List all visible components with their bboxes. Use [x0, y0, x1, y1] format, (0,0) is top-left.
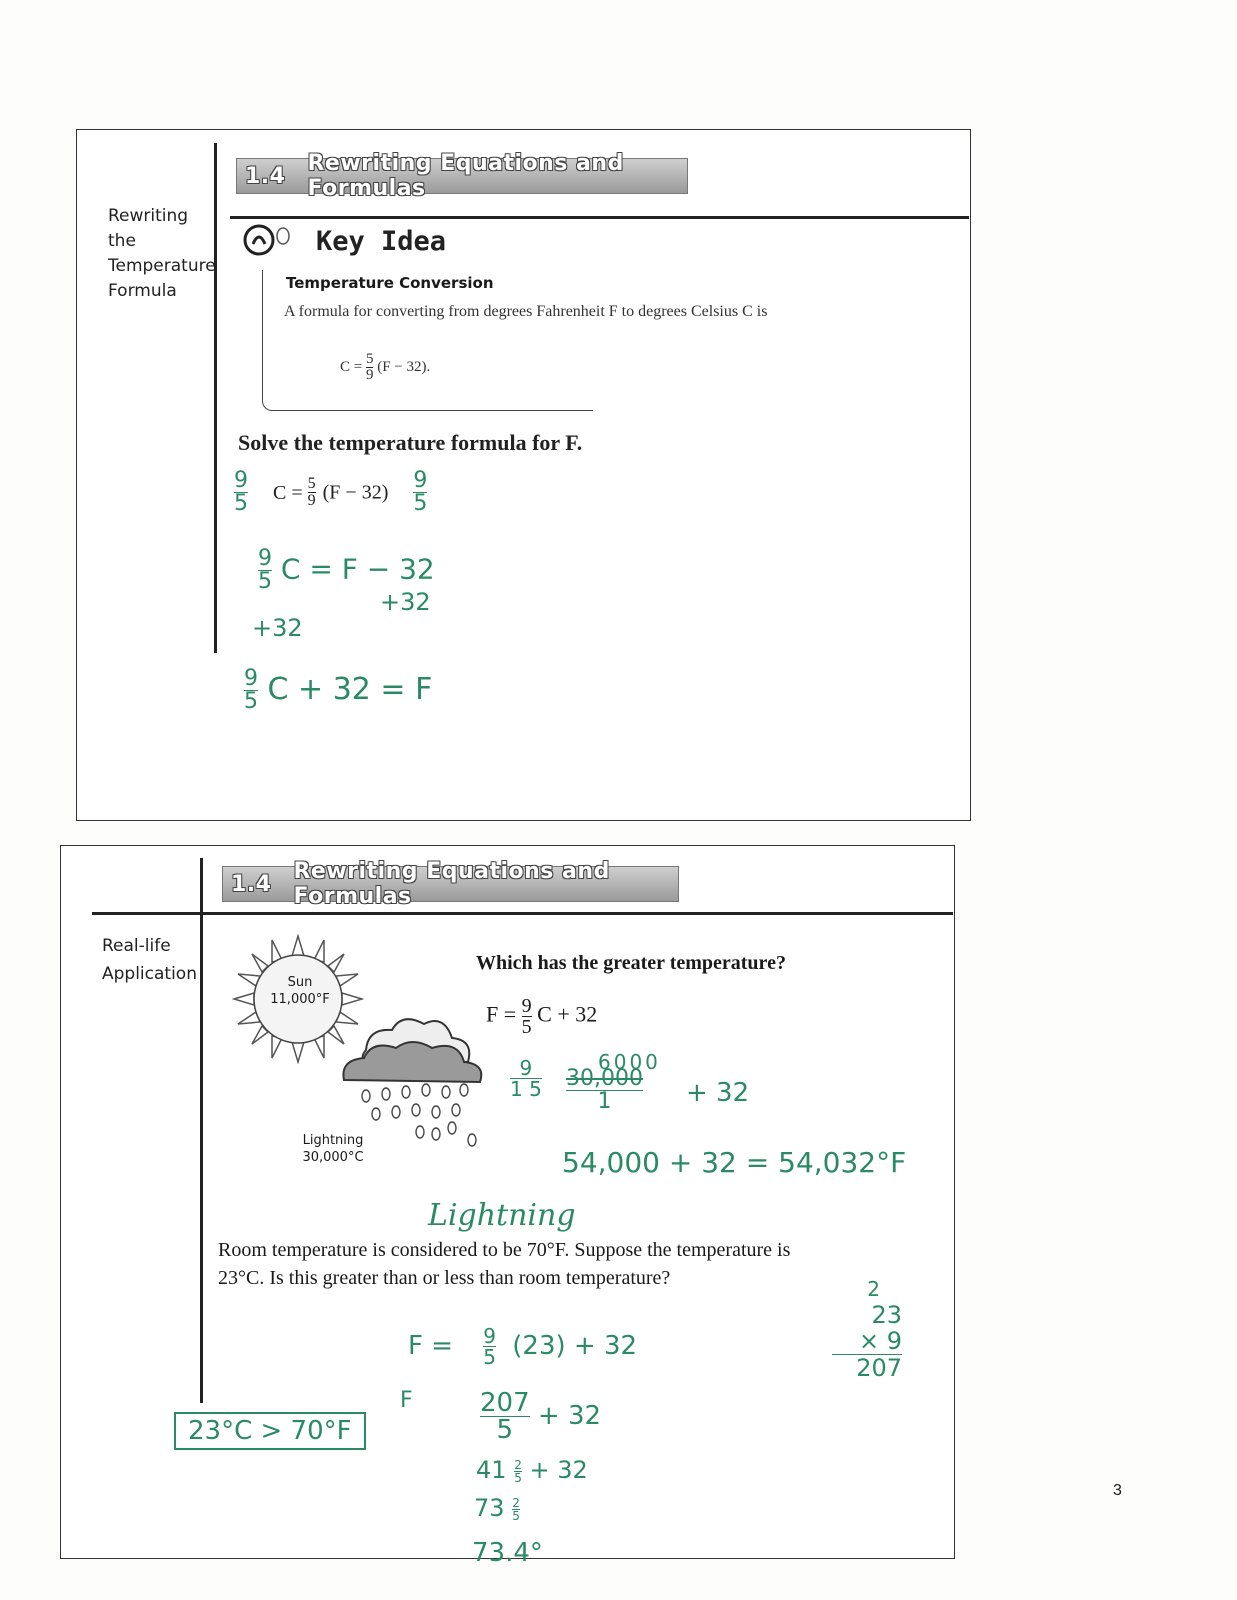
- side-multiplication: 2 23 × 9 207: [832, 1276, 902, 1381]
- key-formula: C = $\frac{5}{9}$ (F − 32).: [340, 351, 431, 383]
- answer-word: Lightning: [428, 1198, 576, 1233]
- sun-label: Sun 11,000°F: [270, 975, 330, 1007]
- banner-number: 1.4: [231, 871, 272, 897]
- work-a-left-frac: $\frac{9}{1 5}$: [510, 1056, 542, 1101]
- slide-2-side-label: Real-life Application: [102, 936, 197, 984]
- lightning-label: Lightning 30,000°C: [302, 1133, 364, 1165]
- room-temp-problem: Room temperature is considered to be 70°F. Suppose the temperature is 23°C. Is this greater than or less than room temperature?: [218, 1239, 791, 1289]
- slide-2-divider-vertical: [200, 858, 203, 1403]
- banner-number: 1.4: [245, 163, 286, 189]
- boxed-answer: 23°C > 70°F: [174, 1412, 366, 1450]
- work-line-3-right: +32: [380, 588, 431, 616]
- work-a-small: 6000: [598, 1050, 661, 1074]
- work-b-line-2: $\frac{207}{5}$ + 32: [480, 1388, 602, 1445]
- work-line-4: $\frac{9}{5}$ C + 32 = F: [244, 666, 433, 714]
- page-number: 3: [1113, 1482, 1122, 1499]
- key-idea-title: Key Idea: [316, 226, 447, 257]
- work-b-line-1: F = $\frac{9}{5}$ (23) + 32: [408, 1324, 638, 1369]
- slide-2-formula: F = $\frac{9}{5}$ C + 32: [486, 995, 598, 1038]
- question-heading: Which has the greater temperature?: [476, 952, 786, 974]
- box-heading: Temperature Conversion: [286, 274, 494, 292]
- light-bulb-icon: [243, 222, 295, 258]
- solve-prompt: Solve the temperature formula for F.: [238, 430, 583, 455]
- banner-title: Rewriting Equations and Formulas: [293, 859, 610, 909]
- slide-2-banner: [222, 859, 679, 909]
- work-line-3-left: +32: [252, 614, 303, 642]
- work-a-result: 54,000 + 32 = 54,032°F: [562, 1146, 907, 1179]
- work-a-plus: + 32: [686, 1078, 750, 1108]
- slide-1-side-label: Rewriting the Temperature Formula: [108, 206, 216, 301]
- slide-1-banner: [236, 151, 688, 201]
- work-b-line-4: 73 $\frac{2}{5}$: [474, 1494, 520, 1523]
- work-b-line-3: 41 $\frac{2}{5}$ + 32: [476, 1456, 588, 1485]
- work-b-f-label: F: [400, 1388, 413, 1413]
- work-line-2: $\frac{9}{5}$ C = F − 32: [258, 546, 435, 594]
- box-text: A formula for converting from degrees Fahrenheit F to degrees Celsius C is: [284, 303, 768, 320]
- work-b-line-5: 73.4°: [472, 1538, 543, 1568]
- work-a-main-frac: $\frac{30,000}{1}$: [566, 1066, 643, 1114]
- slide-1-divider-horizontal: [230, 216, 969, 219]
- slide-2-divider-horizontal: [92, 912, 953, 915]
- work-line-1: $\frac{9}{5}$ C = $\frac{5}{9}$ (F − 32) $\frac{9}{5}$: [234, 468, 428, 516]
- banner-title: Rewriting Equations and Formulas: [307, 151, 624, 201]
